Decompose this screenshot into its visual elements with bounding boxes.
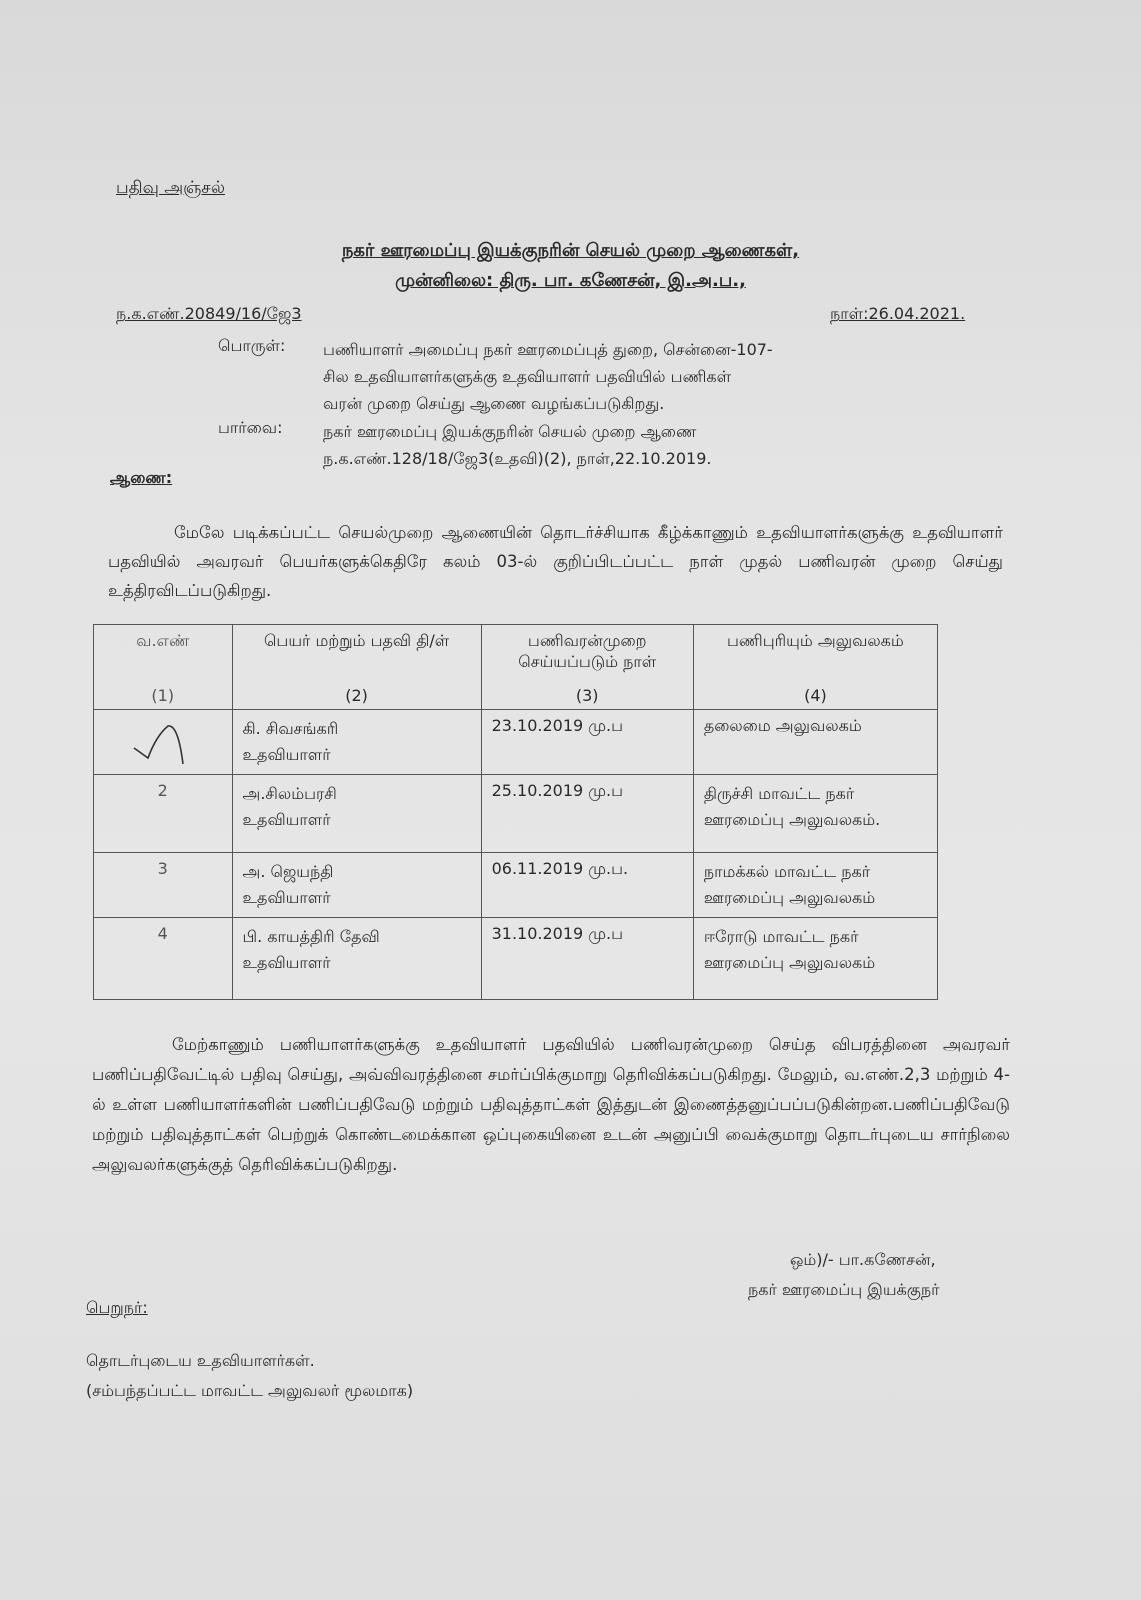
- reference-number: ந.க.எண்.20849/16/ஜே3: [116, 304, 302, 323]
- table-row: [94, 710, 938, 775]
- recipient-line: (சம்பந்தப்பட்ட மாவட்ட அலுவலர் மூலமாக): [86, 1381, 414, 1400]
- reference-line: நகர் ஊரமைப்பு இயக்குநரின் செயல் முறை ஆணை: [323, 422, 697, 441]
- serial-cell: 4: [94, 918, 233, 1000]
- recipient-label: பெறுநர்:: [86, 1298, 148, 1317]
- name-cell: அ. ஜெயந்தி உதவியாளர்: [232, 853, 481, 918]
- office-cell: திருச்சி மாவட்ட நகர் ஊரமைப்பு அலுவலகம்.: [693, 775, 937, 853]
- subject-text: [323, 336, 888, 417]
- name-cell: கி. சிவசங்கரி உதவியாளர்: [232, 710, 481, 775]
- date-cell: 23.10.2019 மு.ப: [481, 710, 693, 775]
- name-cell: பி. காயத்திரி தேவி உதவியாளர்: [232, 918, 481, 1000]
- header-serial: வ.எண் (1): [94, 625, 233, 710]
- table-row: [94, 853, 938, 918]
- recipient-block: [86, 1346, 413, 1406]
- order-label: ஆணை:: [110, 468, 173, 487]
- date-cell: 31.10.2019 மு.ப: [481, 918, 693, 1000]
- order-date: நாள்:26.04.2021.: [830, 304, 966, 323]
- date-cell: 25.10.2019 மு.ப: [481, 775, 693, 853]
- order-heading: நகர் ஊரமைப்பு இயக்குநரின் செயல் முறை ஆணைகள்,: [341, 240, 800, 261]
- reference-line: ந.க.எண்.128/18/ஜே3(உதவி)(2), நாள்,22.10.2019.: [323, 449, 712, 468]
- assistants-table: [93, 624, 938, 1000]
- table-header-row: [94, 625, 938, 710]
- closing-paragraph: மேற்காணும் பணியாளர்களுக்கு உதவியாளர் பதவியில் பணிவரன்முறை செய்த விபரத்தினை அவரவர் பணிப்பதிவேட்டில் பதிவு செய்து, அவ்விவரத்தினை சமர்ப்பிக்குமாறு தெரிவிக்கப்படுகிறது. மேலும், வ.எண்.2,3 மற்றும் 4-ல் உள்ள பணியாளர்களின் பணிப்பதிவேடு மற்றும் பதிவுத்தாட்கள் இத்துடன் இணைத்தனுப்பப்படுகின்றன.பணிப்பதிவேடு மற்றும் பதிவுத்தாட்கள் பெற்றுக் கொண்டமைக்கான ஒப்புகையினை உடன் அனுப்பி வைக்குமாறு தொடர்புடைய சார்நிலை அலுவலர்களுக்குத் தெரிவிக்கப்படுகிறது.: [92, 1035, 1010, 1174]
- handwritten-one-icon: [128, 716, 198, 766]
- table-row: [94, 918, 938, 1000]
- subject-line: பணியாளர் அமைப்பு நகர் ஊரமைப்புத் துறை, சென்னை-107-: [323, 340, 773, 359]
- reference-label: பார்வை:: [218, 418, 283, 437]
- signature-line: ஒம்)/- பா.கணேசன்,: [790, 1250, 936, 1269]
- header-office: பணிபுரியும் அலுவலகம் (4): [693, 625, 937, 710]
- serial-cell: 3: [94, 853, 233, 918]
- date-cell: 06.11.2019 மு.ப.: [481, 853, 693, 918]
- office-cell: ஈரோடு மாவட்ட நகர் ஊரமைப்பு அலுவலகம்: [693, 918, 937, 1000]
- presence-line: முன்னிலை: திரு. பா. கணேசன், இ.அ.ப.,: [395, 270, 746, 291]
- name-cell: அ.சிலம்பரசி உதவியாளர்: [232, 775, 481, 853]
- registered-post-label: பதிவு அஞ்சல்: [116, 178, 225, 198]
- reference-text: [323, 418, 888, 472]
- office-cell: தலைமை அலுவலகம்: [693, 710, 937, 775]
- order-paragraph: மேலே படிக்கப்பட்ட செயல்முறை ஆணையின் தொடர்ச்சியாக கீழ்க்காணும் உதவியாளர்களுக்கு உதவியாளர் பதவியில் அவரவர் பெயர்களுக்கெதிரே கலம் 03-ல் குறிப்பிடப்பட்ட நாள் முதல் பணிவரன் முறை செய்து உத்திரவிடப்படுகிறது.: [108, 523, 1003, 600]
- header-date: பணிவரன்முறை செய்யப்படும் நாள் (3): [481, 625, 693, 710]
- serial-cell: 2: [94, 775, 233, 853]
- office-cell: நாமக்கல் மாவட்ட நகர் ஊரமைப்பு அலுவலகம்: [693, 853, 937, 918]
- header-name: பெயர் மற்றும் பதவி தி/ள் (2): [232, 625, 481, 710]
- subject-line: வரன் முறை செய்து ஆணை வழங்கப்படுகிறது.: [323, 394, 665, 413]
- table-row: [94, 775, 938, 853]
- serial-1-handwritten: [94, 710, 233, 775]
- subject-label: பொருள்:: [218, 336, 286, 355]
- recipient-line: தொடர்புடைய உதவியாளர்கள்.: [86, 1351, 315, 1370]
- signatory-designation: நகர் ஊரமைப்பு இயக்குநர்: [748, 1280, 940, 1299]
- subject-line: சில உதவியாளர்களுக்கு உதவியாளர் பதவியில் பணிகள்: [323, 367, 732, 386]
